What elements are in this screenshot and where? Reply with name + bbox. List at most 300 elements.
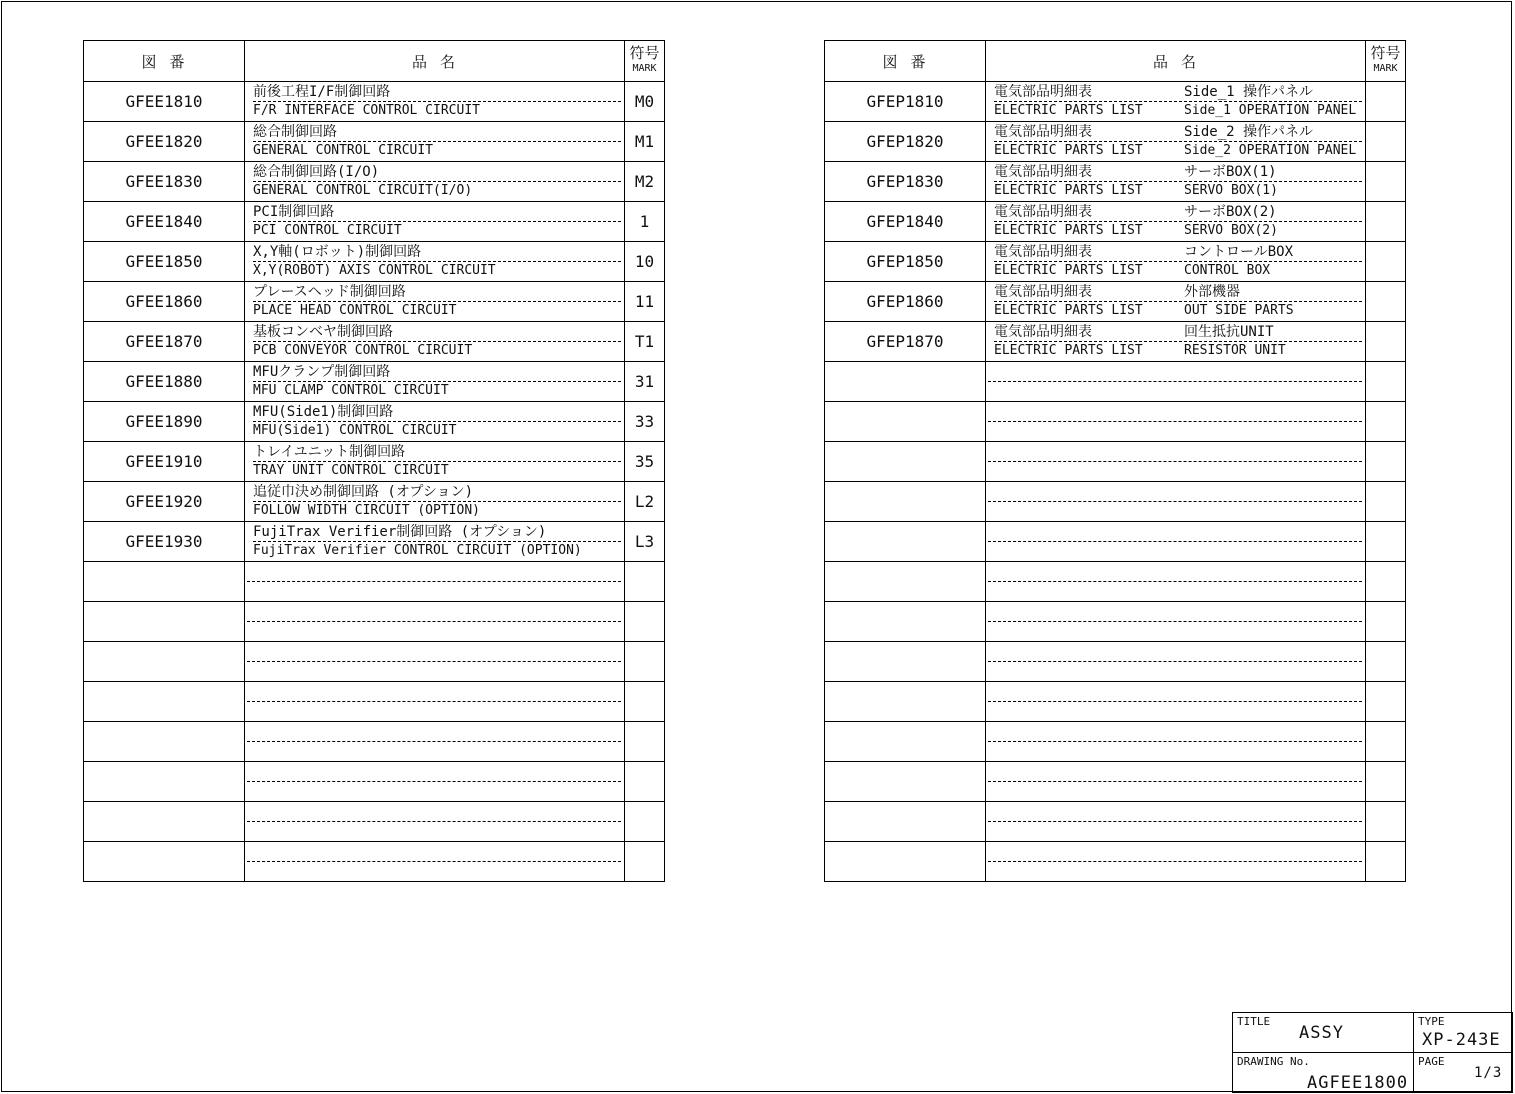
drawing-number: GFEE1880 — [84, 362, 245, 402]
part-name-en-line — [253, 262, 621, 279]
mark-code — [1366, 842, 1406, 882]
mark-code — [1366, 82, 1406, 122]
part-name-jp: 電気部品明細表 — [994, 164, 1092, 180]
left-parts-table — [83, 40, 665, 882]
part-name-en-detail: OUT SIDE PARTS — [1184, 303, 1294, 318]
part-name-en-line — [994, 662, 1362, 679]
table-row — [84, 242, 665, 282]
part-name-en-line — [253, 582, 621, 599]
table-row — [825, 122, 1406, 162]
table-row — [825, 682, 1406, 722]
part-name-cell — [245, 802, 625, 842]
part-name-en: MFU(Side1) CONTROL CIRCUIT — [253, 423, 457, 438]
part-name — [245, 482, 624, 521]
part-name — [245, 442, 624, 481]
header-drawing-no: 図 番 — [825, 41, 986, 82]
drawing-number — [825, 762, 986, 802]
part-name-jp: 電気部品明細表 — [994, 324, 1092, 340]
part-name-en-line — [994, 382, 1362, 399]
part-name — [245, 322, 624, 361]
part-name-cell — [245, 402, 625, 442]
drawing-number: GFEP1830 — [825, 162, 986, 202]
part-name-en: ELECTRIC PARTS LIST — [994, 143, 1143, 158]
part-name-en-line — [253, 662, 621, 679]
part-name-jp-detail: Side_1 操作パネル — [1184, 84, 1314, 100]
mark-code: 10 — [625, 242, 665, 282]
page-label: PAGE — [1418, 1055, 1445, 1068]
part-name-cell — [245, 122, 625, 162]
part-name-cell — [245, 642, 625, 682]
table-row — [825, 802, 1406, 842]
header-mark — [1366, 41, 1406, 82]
page-value: 1/3 — [1474, 1065, 1503, 1081]
mark-code — [1366, 202, 1406, 242]
drawing-number — [825, 562, 986, 602]
part-name-cell — [986, 642, 1366, 682]
part-name-jp-line — [994, 284, 1362, 302]
mark-code — [1366, 482, 1406, 522]
part-name-jp-line — [988, 724, 1362, 742]
table-row — [84, 82, 665, 122]
table-row — [825, 562, 1406, 602]
part-name-jp-detail: コントロールBOX — [1184, 244, 1294, 260]
part-name-en-line — [994, 142, 1362, 159]
drawing-number — [825, 442, 986, 482]
mark-code — [1366, 642, 1406, 682]
drawing-number: GFEE1830 — [84, 162, 245, 202]
part-name-en-line — [253, 302, 621, 319]
part-name-jp-detail: 外部機器 — [1184, 284, 1240, 300]
drawing-number — [825, 842, 986, 882]
mark-code — [625, 762, 665, 802]
part-name-jp: FujiTrax Verifier制御回路 (オプション) — [253, 524, 547, 540]
part-name — [245, 82, 624, 121]
part-name-en-line — [994, 462, 1362, 479]
drawing-number: GFEE1840 — [84, 202, 245, 242]
part-name-en: X,Y(ROBOT) AXIS CONTROL CIRCUIT — [253, 263, 496, 278]
part-name — [245, 682, 624, 721]
drawing-no-label: DRAWING No. — [1237, 1055, 1310, 1068]
table-row — [825, 602, 1406, 642]
header-drawing-no: 図 番 — [84, 41, 245, 82]
part-name — [245, 842, 624, 881]
part-name-en-line — [253, 102, 621, 119]
type-value: XP-243E — [1422, 1030, 1501, 1050]
type-cell — [1414, 1013, 1513, 1053]
drawing-number: GFEE1850 — [84, 242, 245, 282]
part-name-en-line — [994, 422, 1362, 439]
mark-code — [1366, 402, 1406, 442]
table-row — [84, 362, 665, 402]
part-name-en-detail: Side_1 OPERATION PANEL — [1184, 103, 1357, 118]
part-name-jp-detail: サーボBOX(2) — [1184, 204, 1277, 220]
part-name-jp-line — [988, 644, 1362, 662]
part-name — [245, 122, 624, 161]
mark-code: T1 — [625, 322, 665, 362]
table-row — [84, 642, 665, 682]
drawing-number — [825, 802, 986, 842]
part-name-jp-line — [253, 124, 621, 142]
part-name — [245, 722, 624, 761]
table-row — [825, 202, 1406, 242]
part-name-cell — [986, 602, 1366, 642]
drawing-number: GFEE1810 — [84, 82, 245, 122]
mark-code — [625, 682, 665, 722]
part-name — [986, 682, 1365, 721]
part-name-en-line — [253, 182, 621, 199]
mark-code — [1366, 562, 1406, 602]
part-name-cell — [986, 162, 1366, 202]
part-name-cell — [986, 802, 1366, 842]
header-part-name: 品 名 — [245, 41, 625, 82]
mark-code: L2 — [625, 482, 665, 522]
mark-code — [1366, 522, 1406, 562]
part-name — [986, 442, 1365, 481]
part-name — [986, 762, 1365, 801]
drawing-number — [84, 562, 245, 602]
part-name-cell — [986, 402, 1366, 442]
part-name-en-line — [994, 702, 1362, 719]
part-name-jp-line — [253, 244, 621, 262]
part-name-jp: PCI制御回路 — [253, 204, 335, 220]
part-name — [986, 362, 1365, 401]
part-name — [986, 282, 1365, 321]
part-name — [245, 362, 624, 401]
drawing-number — [84, 602, 245, 642]
drawing-number — [825, 522, 986, 562]
part-name-cell — [986, 722, 1366, 762]
part-name — [986, 642, 1365, 681]
part-name — [245, 402, 624, 441]
table-row — [84, 522, 665, 562]
mark-code — [625, 722, 665, 762]
header-mark-jp: 符号 — [629, 44, 660, 62]
part-name-jp-line — [988, 804, 1362, 822]
part-name-jp-line — [247, 564, 621, 582]
part-name — [986, 842, 1365, 881]
part-name-en-line — [253, 142, 621, 159]
mark-code — [1366, 762, 1406, 802]
part-name-en-line — [253, 742, 621, 759]
drawing-number: GFEE1820 — [84, 122, 245, 162]
part-name-cell — [245, 842, 625, 882]
table-row — [825, 482, 1406, 522]
part-name-en-line — [253, 782, 621, 799]
part-name — [245, 562, 624, 601]
part-name-jp-line — [247, 684, 621, 702]
part-name-jp-line — [988, 524, 1362, 542]
header-mark-en: MARK — [1373, 63, 1398, 74]
part-name-en: ELECTRIC PARTS LIST — [994, 343, 1143, 358]
part-name-jp: 電気部品明細表 — [994, 284, 1092, 300]
part-name-en-line — [253, 822, 621, 839]
part-name-jp-line — [247, 604, 621, 622]
drawing-number — [84, 722, 245, 762]
drawing-number: GFEE1930 — [84, 522, 245, 562]
drawing-number: GFEP1820 — [825, 122, 986, 162]
mark-code: M1 — [625, 122, 665, 162]
table-row — [825, 362, 1406, 402]
part-name-cell — [986, 442, 1366, 482]
part-name-jp: 電気部品明細表 — [994, 204, 1092, 220]
part-name-jp-line — [253, 324, 621, 342]
right-parts-table — [824, 40, 1406, 882]
drawing-number: GFEE1860 — [84, 282, 245, 322]
part-name-jp: 総合制御回路 — [253, 124, 337, 140]
drawing-number — [825, 722, 986, 762]
part-name-jp: 基板コンベヤ制御回路 — [253, 324, 393, 340]
part-name-en-line — [994, 822, 1362, 839]
part-name-jp-detail: Side_2 操作パネル — [1184, 124, 1314, 140]
table-row — [825, 402, 1406, 442]
part-name-cell — [986, 122, 1366, 162]
table-row — [825, 82, 1406, 122]
part-name-cell — [986, 242, 1366, 282]
part-name-jp-line — [253, 404, 621, 422]
mark-code: L3 — [625, 522, 665, 562]
table-header — [825, 41, 1406, 82]
part-name-jp: 総合制御回路(I/O) — [253, 164, 380, 180]
part-name-jp: 電気部品明細表 — [994, 84, 1092, 100]
drawing-number — [84, 762, 245, 802]
part-name-cell — [245, 362, 625, 402]
table-row — [84, 722, 665, 762]
drawing-no-value: AGFEE1800 — [1307, 1073, 1409, 1093]
part-name-jp: 追従巾決め制御回路 (オプション) — [253, 484, 474, 500]
part-name — [245, 242, 624, 281]
part-name-en: PLACE HEAD CONTROL CIRCUIT — [253, 303, 457, 318]
part-name-jp: 電気部品明細表 — [994, 244, 1092, 260]
part-name-cell — [986, 482, 1366, 522]
drawing-number — [825, 482, 986, 522]
part-name-en-line — [994, 862, 1362, 879]
part-name-cell — [986, 562, 1366, 602]
part-name — [986, 522, 1365, 561]
part-name-en-line — [994, 102, 1362, 119]
drawing-number: GFEP1810 — [825, 82, 986, 122]
mark-code: 35 — [625, 442, 665, 482]
mark-code — [625, 642, 665, 682]
part-name-en-line — [994, 222, 1362, 239]
part-name — [245, 602, 624, 641]
part-name — [986, 802, 1365, 841]
part-name-cell — [245, 162, 625, 202]
table-row — [84, 282, 665, 322]
part-name-en-line — [253, 702, 621, 719]
part-name-en: F/R INTERFACE CONTROL CIRCUIT — [253, 103, 480, 118]
table-row — [84, 842, 665, 882]
part-name-jp-line — [988, 604, 1362, 622]
part-name-jp: プレースヘッド制御回路 — [253, 284, 406, 300]
part-name — [986, 242, 1365, 281]
table-row — [825, 442, 1406, 482]
title-cell — [1233, 1013, 1414, 1053]
part-name — [245, 202, 624, 241]
header-part-name: 品 名 — [986, 41, 1366, 82]
part-name — [986, 122, 1365, 161]
part-name-jp-line — [988, 364, 1362, 382]
title-value: ASSY — [1299, 1023, 1344, 1043]
table-row — [825, 522, 1406, 562]
part-name-en-line — [994, 342, 1362, 359]
mark-code — [1366, 682, 1406, 722]
part-name-jp-line — [988, 404, 1362, 422]
drawing-number: GFEP1850 — [825, 242, 986, 282]
part-name-cell — [245, 202, 625, 242]
part-name-en: PCI CONTROL CIRCUIT — [253, 223, 402, 238]
part-name-cell — [245, 242, 625, 282]
part-name-jp-line — [247, 644, 621, 662]
table-row — [84, 802, 665, 842]
part-name-cell — [245, 762, 625, 802]
part-name-cell — [986, 842, 1366, 882]
part-name-cell — [245, 282, 625, 322]
part-name-jp: 電気部品明細表 — [994, 124, 1092, 140]
mark-code: 1 — [625, 202, 665, 242]
part-name-cell — [245, 442, 625, 482]
table-header — [84, 41, 665, 82]
header-mark-en: MARK — [632, 63, 657, 74]
header-mark-jp: 符号 — [1370, 44, 1401, 62]
part-name-en-line — [253, 622, 621, 639]
part-name — [245, 642, 624, 681]
part-name-jp: MFUクランプ制御回路 — [253, 364, 391, 380]
part-name-en-line — [994, 782, 1362, 799]
header-mark — [625, 41, 665, 82]
part-name-jp-line — [994, 324, 1362, 342]
part-name-en: FOLLOW WIDTH CIRCUIT (OPTION) — [253, 503, 480, 518]
part-name-jp: 前後工程I/F制御回路 — [253, 84, 391, 100]
part-name-jp-line — [988, 484, 1362, 502]
table-row — [84, 402, 665, 442]
part-name — [245, 762, 624, 801]
part-name-jp: トレイユニット制御回路 — [253, 444, 406, 460]
part-name — [986, 82, 1365, 121]
table-row — [84, 682, 665, 722]
mark-code — [625, 842, 665, 882]
part-name — [986, 602, 1365, 641]
table-row — [84, 162, 665, 202]
part-name-jp-line — [253, 284, 621, 302]
part-name-jp-line — [253, 524, 621, 542]
mark-code — [625, 602, 665, 642]
part-name-cell — [986, 362, 1366, 402]
mark-code: M0 — [625, 82, 665, 122]
part-name-en: PCB CONVEYOR CONTROL CIRCUIT — [253, 343, 473, 358]
mark-code — [1366, 242, 1406, 282]
part-name — [245, 802, 624, 841]
drawing-number: GFEP1860 — [825, 282, 986, 322]
table-row — [825, 282, 1406, 322]
part-name-cell — [245, 322, 625, 362]
part-name-cell — [986, 322, 1366, 362]
part-name-en-line — [253, 422, 621, 439]
part-name-en-line — [253, 542, 621, 559]
part-name-en: ELECTRIC PARTS LIST — [994, 263, 1143, 278]
part-name — [986, 402, 1365, 441]
table-row — [84, 562, 665, 602]
table-row — [825, 842, 1406, 882]
part-name-en: ELECTRIC PARTS LIST — [994, 103, 1143, 118]
table-row — [84, 442, 665, 482]
table-row — [84, 602, 665, 642]
part-name-jp-line — [253, 444, 621, 462]
part-name-en-line — [994, 622, 1362, 639]
part-name-en-line — [994, 502, 1362, 519]
part-name-jp-line — [253, 84, 621, 102]
mark-code — [1366, 122, 1406, 162]
part-name-jp-line — [994, 244, 1362, 262]
part-name-cell — [986, 682, 1366, 722]
part-name-jp-line — [988, 764, 1362, 782]
drawing-number: GFEP1870 — [825, 322, 986, 362]
table-row — [825, 242, 1406, 282]
part-name-en-line — [253, 342, 621, 359]
page-cell — [1414, 1053, 1513, 1093]
drawing-number — [84, 842, 245, 882]
part-name-en-detail: RESISTOR UNIT — [1184, 343, 1286, 358]
part-name-en-line — [253, 862, 621, 879]
part-name-cell — [986, 202, 1366, 242]
part-name-en: MFU CLAMP CONTROL CIRCUIT — [253, 383, 449, 398]
drawing-number: GFEP1840 — [825, 202, 986, 242]
part-name-en-line — [994, 582, 1362, 599]
part-name — [986, 162, 1365, 201]
drawing-number — [84, 682, 245, 722]
part-name-en-line — [253, 502, 621, 519]
part-name-jp-line — [247, 804, 621, 822]
part-name-jp: X,Y軸(ロボット)制御回路 — [253, 244, 422, 260]
mark-code — [1366, 162, 1406, 202]
part-name — [245, 282, 624, 321]
mark-code — [1366, 322, 1406, 362]
part-name-jp-line — [253, 364, 621, 382]
part-name-jp-line — [994, 84, 1362, 102]
part-name-en: GENERAL CONTROL CIRCUIT(I/O) — [253, 183, 473, 198]
mark-code — [1366, 362, 1406, 402]
part-name-jp-line — [253, 484, 621, 502]
part-name-en: GENERAL CONTROL CIRCUIT — [253, 143, 434, 158]
part-name — [986, 202, 1365, 241]
table-row — [84, 762, 665, 802]
type-label: TYPE — [1418, 1015, 1445, 1028]
mark-code: 33 — [625, 402, 665, 442]
part-name-en-line — [253, 222, 621, 239]
part-name-en-line — [994, 302, 1362, 319]
part-name-cell — [245, 562, 625, 602]
part-name-jp-line — [988, 844, 1362, 862]
part-name-jp-line — [988, 684, 1362, 702]
part-name-jp-line — [988, 444, 1362, 462]
part-name-en-line — [253, 382, 621, 399]
part-name-jp-line — [253, 164, 621, 182]
part-name-en-detail: SERVO BOX(2) — [1184, 223, 1278, 238]
drawing-number: GFEE1910 — [84, 442, 245, 482]
mark-code — [1366, 442, 1406, 482]
mark-code — [1366, 722, 1406, 762]
part-name-jp: MFU(Side1)制御回路 — [253, 404, 394, 420]
title-label: TITLE — [1237, 1015, 1271, 1028]
title-block — [1232, 1012, 1513, 1093]
drawing-number — [825, 602, 986, 642]
table-row — [825, 162, 1406, 202]
part-name-en-detail: CONTROL BOX — [1184, 263, 1271, 278]
part-name-jp-detail: 回生抵抗UNIT — [1184, 324, 1274, 340]
part-name-jp-line — [994, 204, 1362, 222]
table-row — [825, 722, 1406, 762]
table-row — [84, 122, 665, 162]
part-name — [986, 562, 1365, 601]
